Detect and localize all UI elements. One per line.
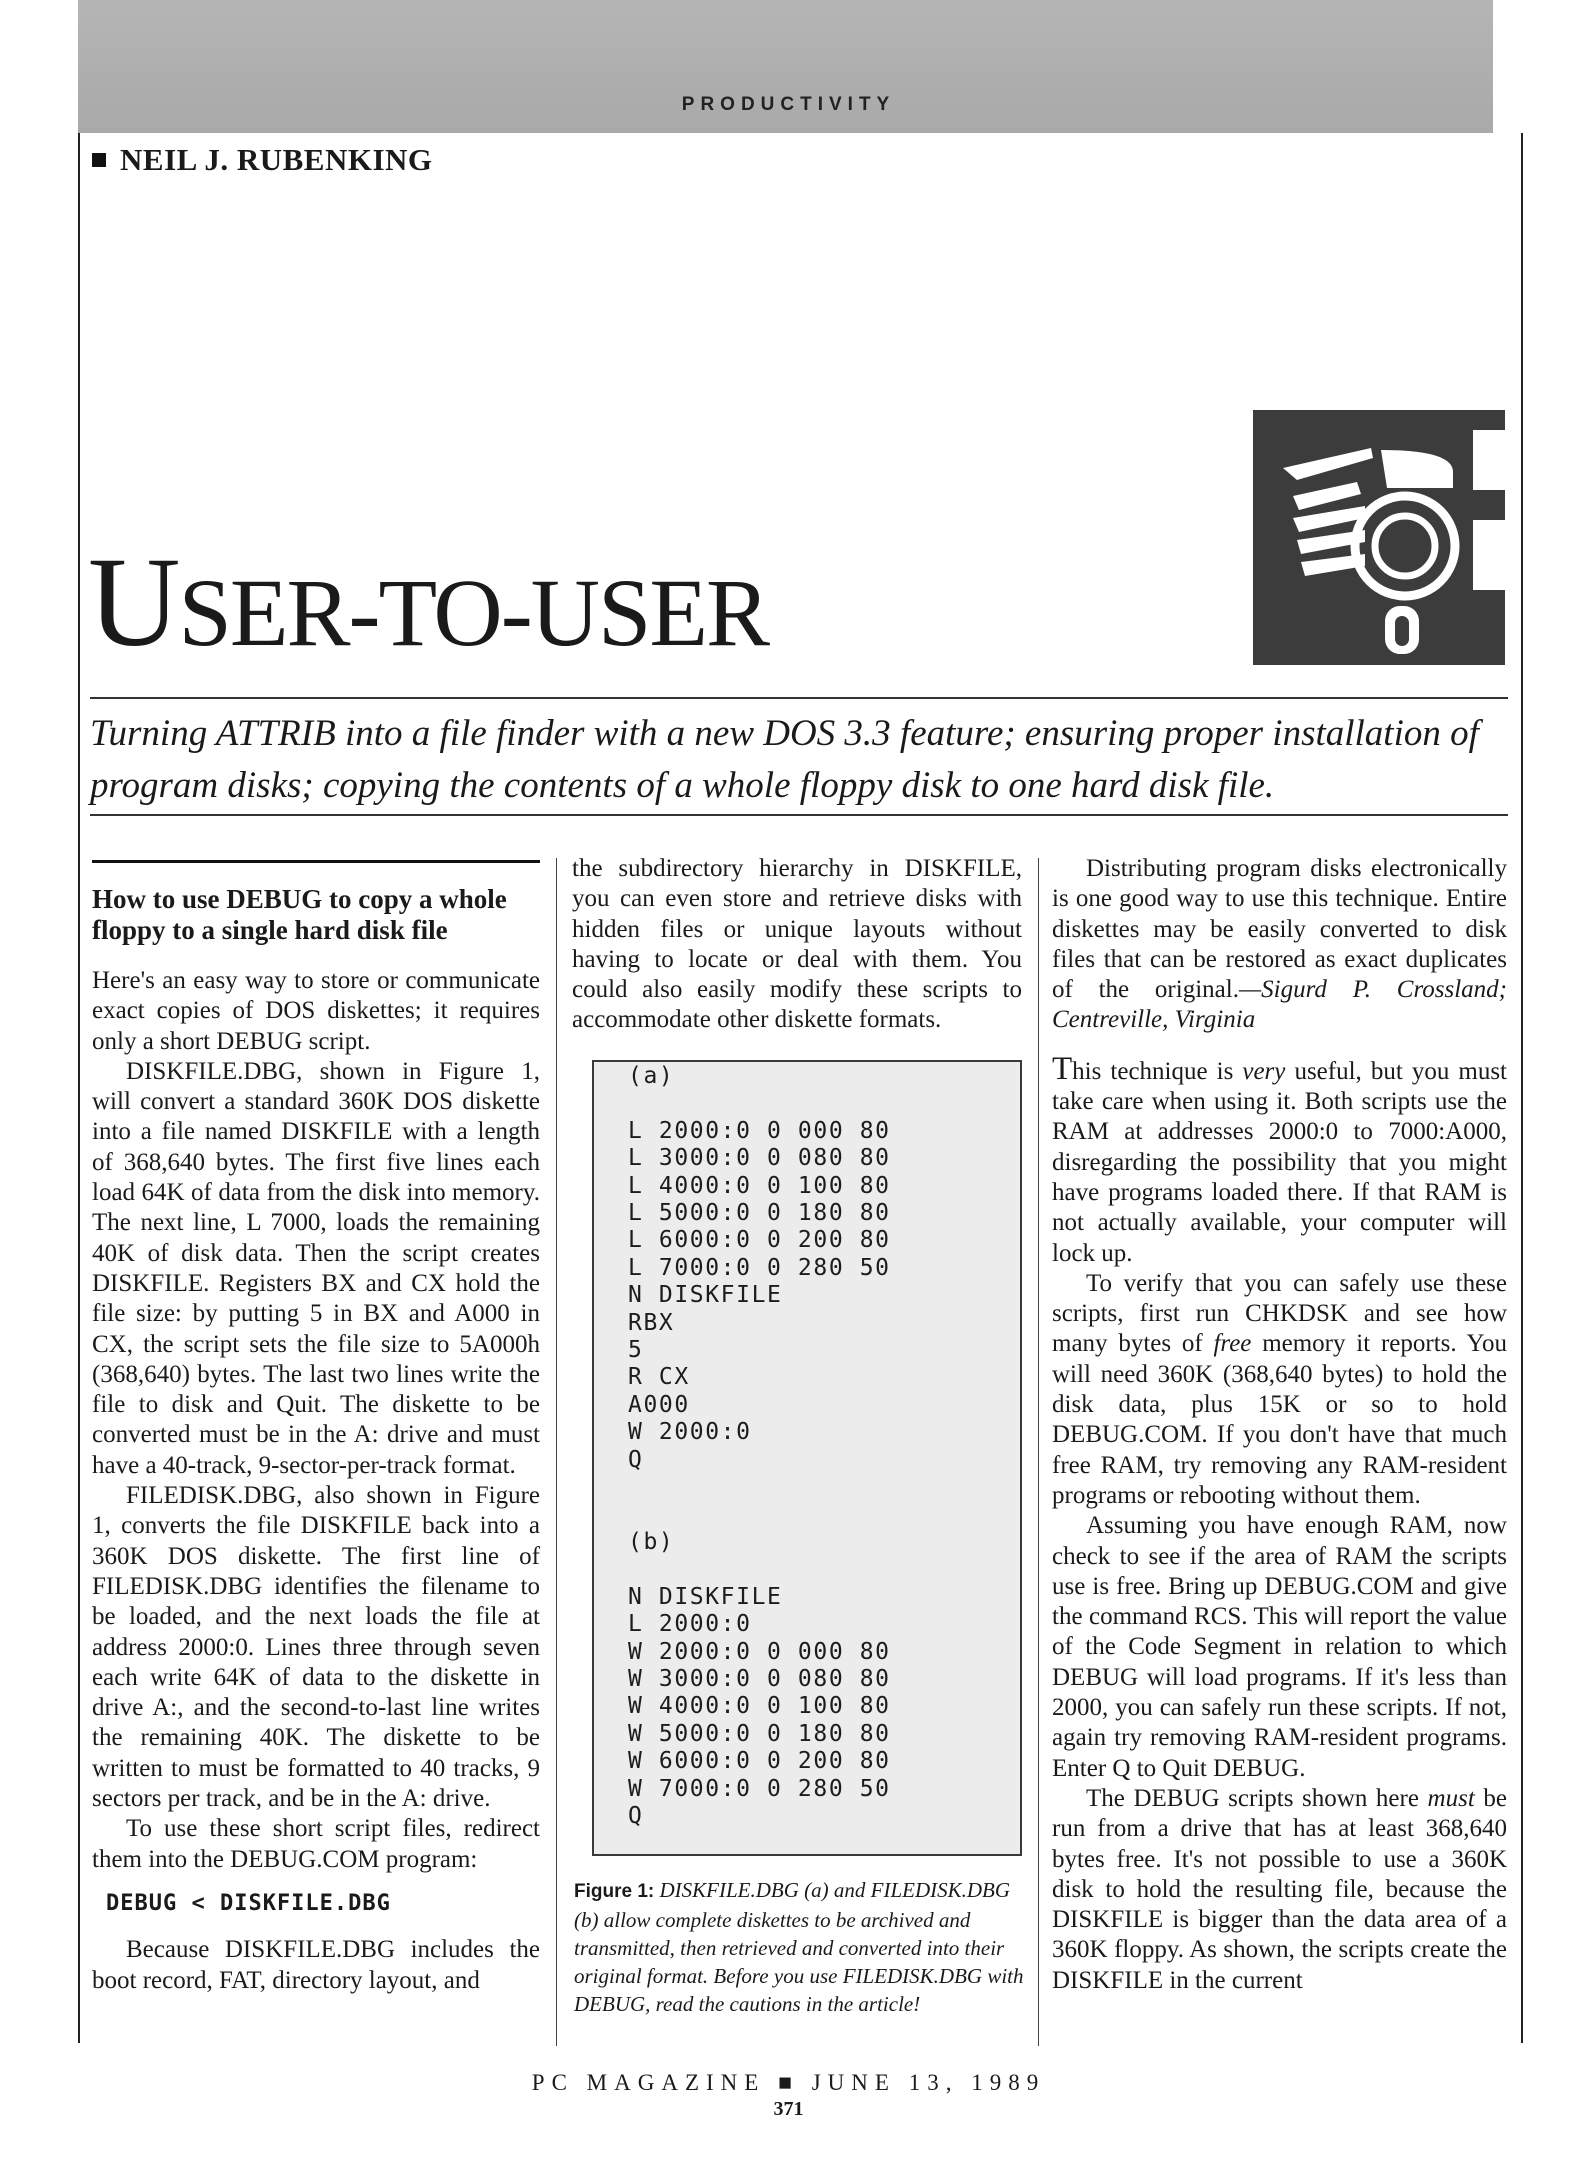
paragraph [1052, 1050, 1507, 1269]
column-2 [572, 854, 1022, 1036]
section-subhead: How to use DEBUG to copy a whole floppy to a single hard disk file [92, 884, 507, 945]
code-line: L 6000:0 0 200 80 [628, 1227, 891, 1254]
code-line: L 2000:0 0 000 80 [628, 1117, 891, 1144]
footer-magazine: PC MAGAZINE ■ JUNE 13, 1989 [531, 2070, 1046, 2095]
page-title [88, 531, 769, 673]
floppy-disk-logo-icon [1253, 410, 1505, 665]
right-border-rule [1521, 133, 1523, 2043]
paragraph: Here's an easy way to store or communicate exact copies of DOS diskettes; it requires only a short DEBUG script. [92, 967, 540, 1055]
figure-code-listing [628, 1063, 891, 1830]
title-first-letter: U [88, 531, 179, 673]
bullet-icon [92, 153, 106, 167]
paragraph: Assuming you have enough RAM, now check to see if the area of RAM the scripts use is free. Bring up DEBUG.COM and give the command RCS. This will report the value of the Code Segment in relation to which DEBUG will load programs. If it's less than 2000, you can safely run these scripts. If not, again try removing RAM-resident programs. Enter Q to Quit DEBUG. [1052, 1512, 1507, 1782]
debug-command: DEBUG < DISKFILE.DBG [106, 1890, 391, 1916]
author-byline [92, 142, 433, 178]
paragraph: the subdirectory hierarchy in DISKFILE, you can even store and retrieve disks with hidden files or unique layouts without having to locate or deal with them. You could also easily modify these scripts to accommodate other diskette formats. [572, 855, 1022, 1034]
code-line: Q [628, 1802, 644, 1829]
code-line: W 7000:0 0 280 50 [628, 1775, 891, 1802]
code-line: 5 [628, 1337, 644, 1364]
code-line: A000 [628, 1391, 690, 1418]
code-line: W 2000:0 0 000 80 [628, 1638, 891, 1665]
paragraph: Because DISKFILE.DBG includes the boot record, FAT, directory layout, and [92, 1936, 540, 1994]
code-line: N DISKFILE [628, 1583, 783, 1610]
paragraph-text: useful, but you must take care when using it. Both scripts use the RAM at addresses 2000:0 to 7000:A000, disregarding the possibility that you might have programs loaded there. If that RAM is not actually available, your computer will lock up. [1052, 1057, 1507, 1267]
paragraph-text: memory it reports. You will need 360K (368,640 bytes) to hold the disk data, plus 15K or so to hold DEBUG.COM. If you don't have that much free RAM, try removing any RAM-resident programs or rebooting without them. [1052, 1330, 1508, 1509]
section-label: PRODUCTIVITY [681, 94, 896, 115]
code-line: (a) [628, 1063, 675, 1089]
paragraph-text: To verify that you can safely use these scripts, first run CHKDSK and see how many bytes of [1052, 1269, 1507, 1358]
emphasis: must [1427, 1784, 1475, 1812]
code-line: R CX [628, 1364, 690, 1391]
signature: —Sigurd P. Crossland; Centreville, Virginia [1052, 976, 1507, 1034]
page-number: 371 [773, 2098, 804, 2120]
code-line: W 4000:0 0 100 80 [628, 1693, 891, 1720]
code-line: L 2000:0 [628, 1611, 752, 1638]
paragraph: To use these short script files, redirect them into the DEBUG.COM program: [92, 1815, 540, 1873]
code-line: W 3000:0 0 080 80 [628, 1665, 891, 1692]
paragraph-text: be run from a drive that has at least 368,640 bytes free. It's not possible to use a 360K disk to hold the resulting file, because the DISKFILE is bigger than the data area of a 360K floppy. As shown, the scripts create the DISKFILE in the current [1052, 1784, 1507, 1994]
article-deck: Turning ATTRIB into a file finder with a new DOS 3.3 feature; ensuring proper installation of program disks; copying the contents of a whole floppy disk to one hard disk file. [90, 713, 1479, 806]
caption-label: Figure 1: [574, 1881, 655, 1902]
paragraph-text: his technique is [1072, 1057, 1243, 1085]
code-line: L 7000:0 0 280 50 [628, 1254, 891, 1281]
left-border-rule [78, 133, 80, 2043]
emphasis: very [1242, 1057, 1286, 1085]
paragraph [1052, 854, 1507, 1036]
code-line: N DISKFILE [628, 1282, 783, 1309]
paragraph-text: The DEBUG scripts shown here [1086, 1784, 1428, 1812]
deck-rule [90, 814, 1508, 816]
figure-caption [574, 1876, 1024, 2018]
title-rule [90, 697, 1508, 699]
paragraph-text: Distributing program disks electronically is one good way to use this technique. Entire diskettes may be easily converted to disk files that can be restored as exact duplicates of the original. [1052, 855, 1507, 1004]
code-line: (b) [628, 1528, 675, 1555]
column-separator-2 [1038, 858, 1039, 2046]
code-line: L 5000:0 0 180 80 [628, 1200, 891, 1227]
column-1 [92, 862, 540, 1996]
author-name: NEIL J. RUBENKING [120, 142, 433, 177]
paragraph [1052, 1784, 1507, 1996]
title-rest: SER-TO-USER [178, 559, 769, 666]
paragraph: DISKFILE.DBG, shown in Figure 1, will convert a standard 360K DOS diskette into a file named DISKFILE with a length of 368,640 bytes. The first five lines each load 64K of data from the disk into memory. The next line, L 7000, loads the remaining 40K of disk data. Then the script creates DISKFILE. Registers BX and CX hold the file size: by putting 5 in BX and A000 in CX, the script sets the file size to 5A000h (368,640) bytes. The last two lines write the file to disk and Quit. The diskette to be converted must be in the A: drive and must have a 40-track, 9-sector-per-track format. [92, 1057, 540, 1479]
emphasis: free [1213, 1330, 1252, 1358]
code-line: W 2000:0 [628, 1419, 752, 1446]
paragraph: FILEDISK.DBG, also shown in Figure 1, converts the file DISKFILE back into a 360K DOS diskette. The first line of FILEDISK.DBG identifies the filename to be loaded, and the next loads the file at address 2000:0. Lines three through seven each write 64K of data to the diskette in drive A:, and the second-to-last line writes the remaining 40K. The diskette to be written to must be formatted to 40 tracks, 9 sectors per track, and be in the A: drive. [92, 1482, 540, 1813]
drop-cap: T [1052, 1050, 1073, 1087]
column-3 [1052, 854, 1507, 1996]
code-line: L 4000:0 0 100 80 [628, 1172, 891, 1199]
code-line: Q [628, 1446, 644, 1473]
paragraph [1052, 1269, 1507, 1511]
column-separator-1 [556, 858, 557, 2046]
code-line: RBX [628, 1309, 675, 1336]
code-line: W 5000:0 0 180 80 [628, 1720, 891, 1747]
code-line: L 3000:0 0 080 80 [628, 1145, 891, 1172]
caption-text: DISKFILE.DBG (a) and FILEDISK.DBG (b) allow complete diskettes to be archived and transmitted, then retrieved and converted into their original format. Before you use FILEDISK.DBG with DEBUG, read the cautions in the article! [574, 1878, 1024, 2016]
code-line: W 6000:0 0 200 80 [628, 1748, 891, 1775]
